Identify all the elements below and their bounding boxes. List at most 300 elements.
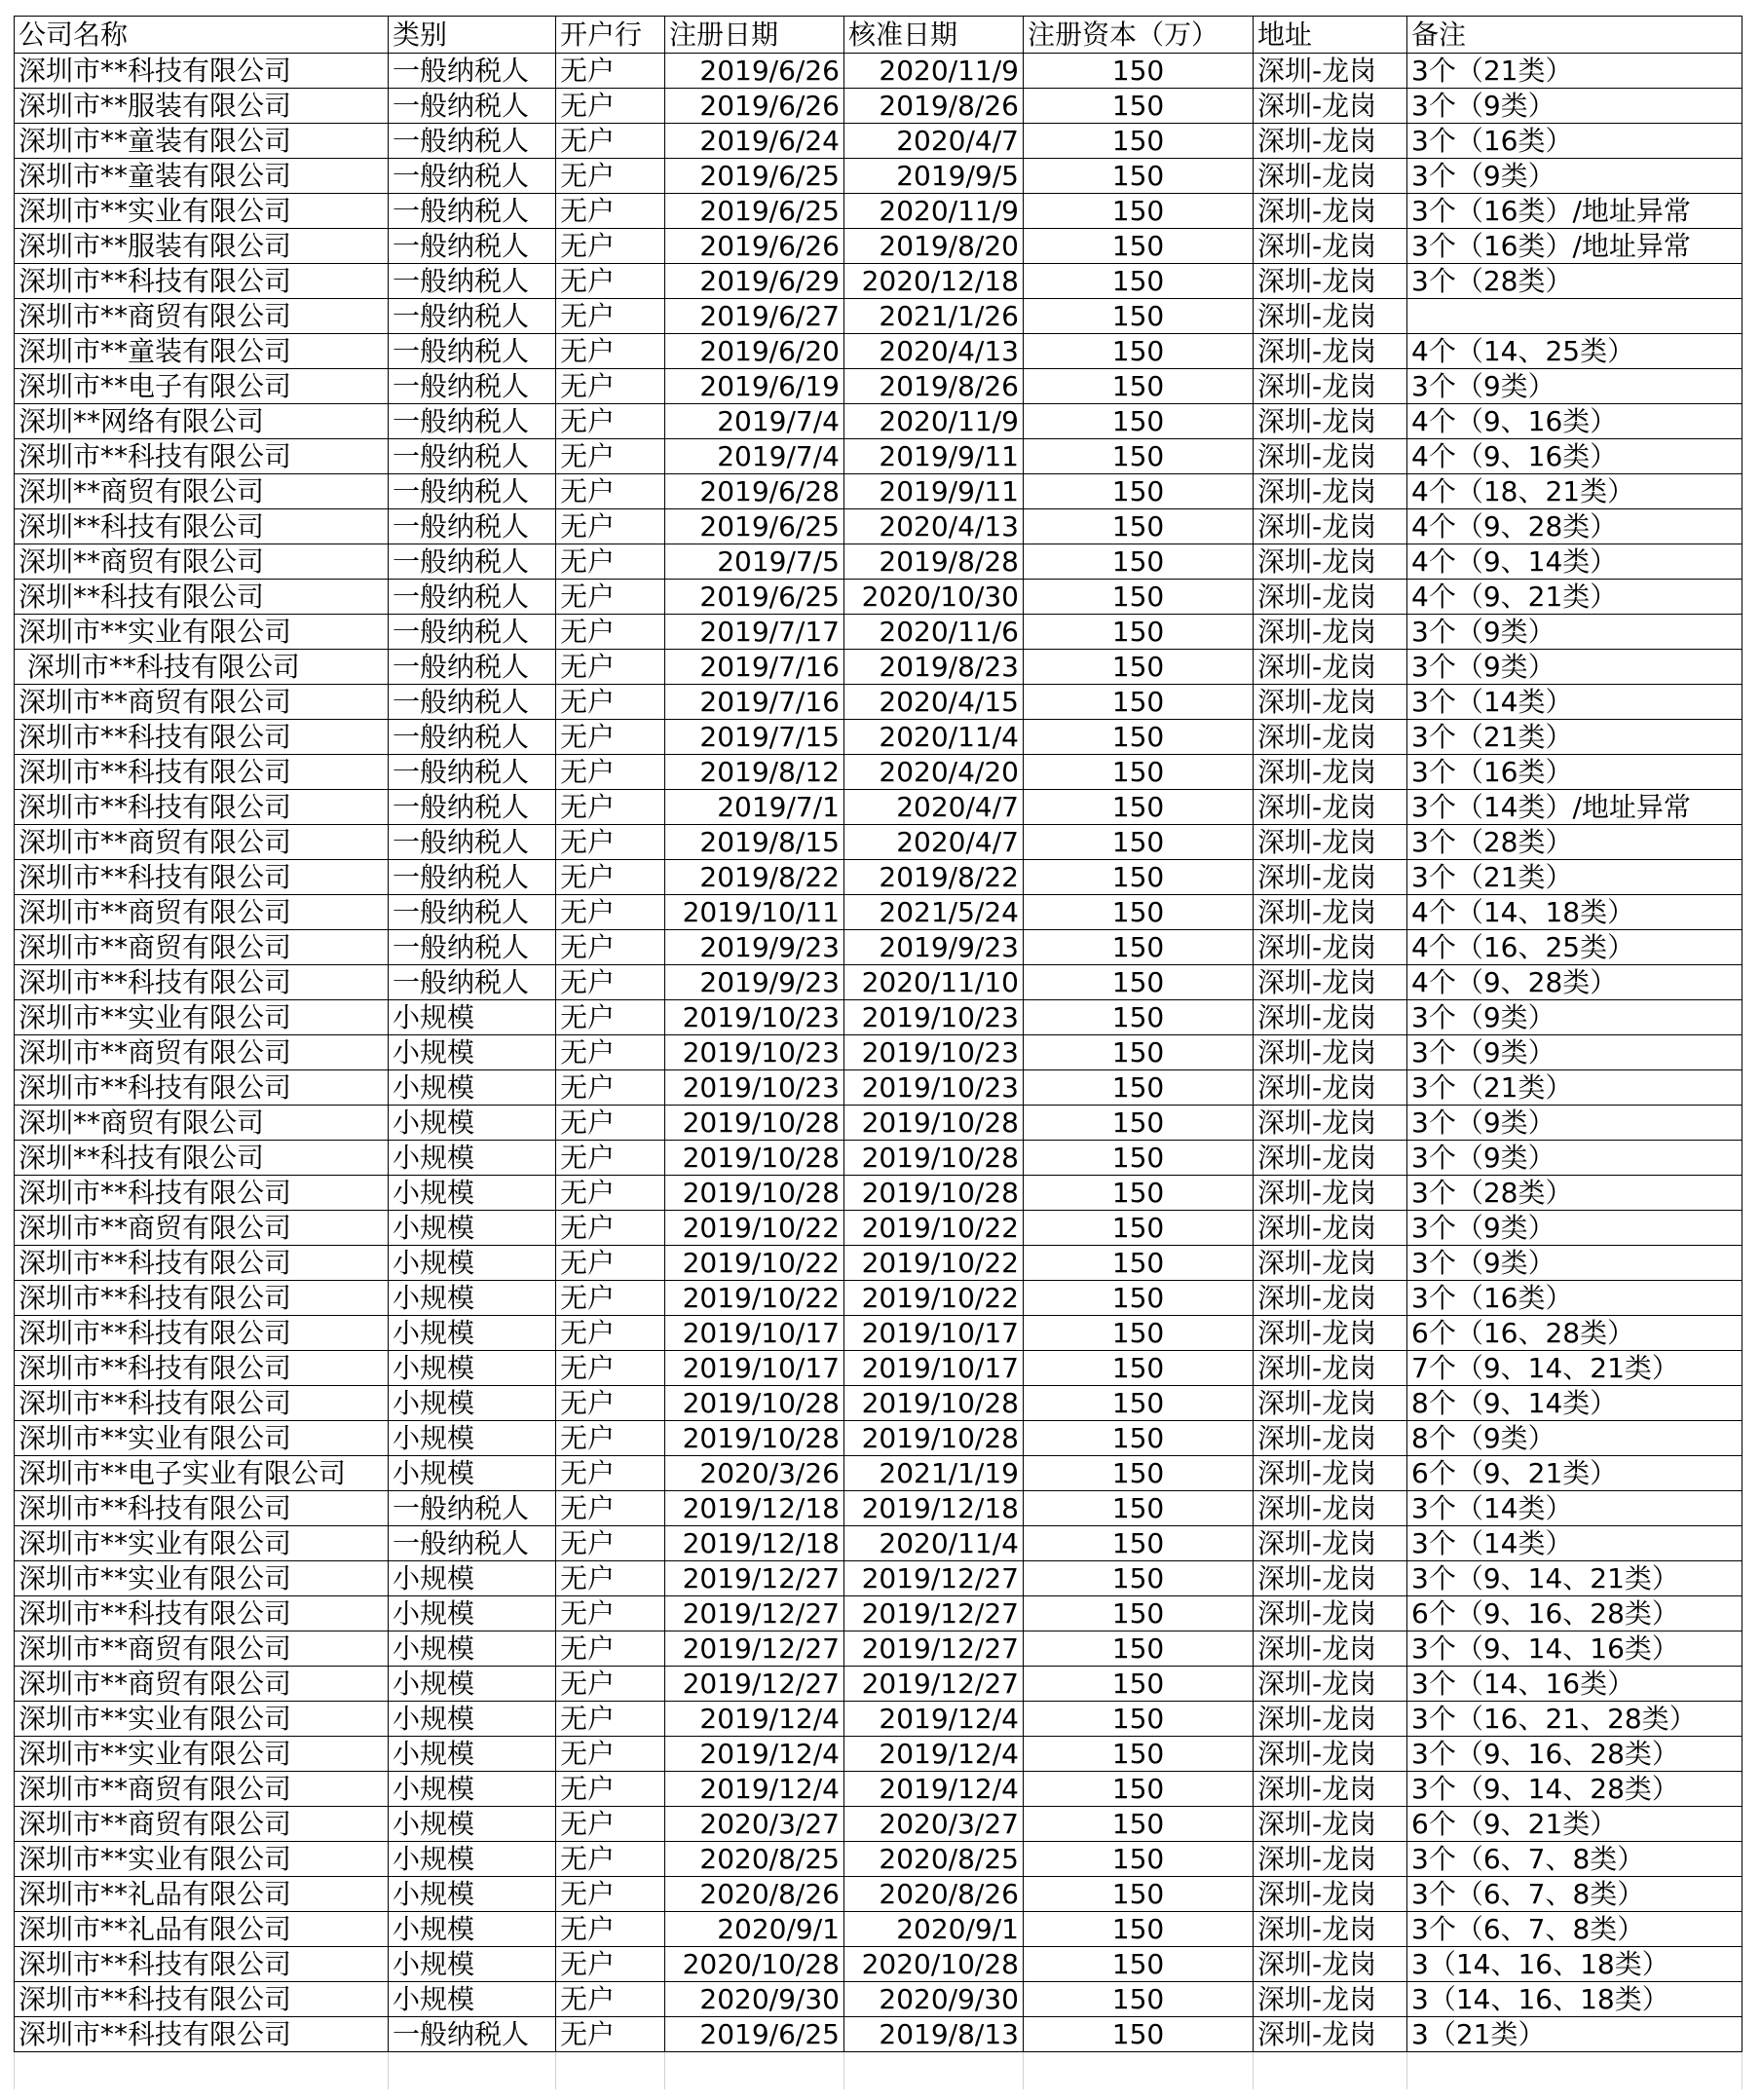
note-cell[interactable]	[1407, 299, 1742, 334]
note-cell[interactable]: 3个（16类）	[1407, 1281, 1742, 1316]
reg-date-cell[interactable]: 2020/9/1	[665, 1912, 844, 1947]
address-cell[interactable]: 深圳-龙岗	[1254, 264, 1407, 299]
address-cell[interactable]: 深圳-龙岗	[1254, 1596, 1407, 1631]
note-cell[interactable]: 3个（6、7、8类）	[1407, 1842, 1742, 1877]
bank-cell[interactable]: 无户	[556, 1246, 665, 1281]
address-cell[interactable]: 深圳-龙岗	[1254, 1491, 1407, 1526]
type-cell[interactable]: 一般纳税人	[389, 860, 556, 895]
type-cell[interactable]: 小规模	[389, 1947, 556, 1982]
company-name-cell[interactable]: 深圳市**商贸有限公司	[15, 1035, 389, 1070]
approve-date-cell[interactable]: 2019/10/28	[844, 1386, 1024, 1421]
address-cell[interactable]: 深圳-龙岗	[1254, 474, 1407, 509]
reg-date-cell[interactable]: 2019/6/20	[665, 334, 844, 369]
capital-cell[interactable]: 150	[1024, 1421, 1254, 1456]
company-name-cell[interactable]: 深圳市**科技有限公司	[15, 755, 389, 790]
reg-date-cell[interactable]: 2019/8/15	[665, 825, 844, 860]
capital-cell[interactable]: 150	[1024, 1176, 1254, 1211]
address-cell[interactable]: 深圳-龙岗	[1254, 1246, 1407, 1281]
note-cell[interactable]: 3个（9、14、21类）	[1407, 1561, 1742, 1596]
note-cell[interactable]: 3个（9、14、28类）	[1407, 1772, 1742, 1807]
type-cell[interactable]: 一般纳税人	[389, 825, 556, 860]
bank-cell[interactable]: 无户	[556, 1596, 665, 1631]
reg-date-cell[interactable]: 2019/7/17	[665, 615, 844, 650]
type-cell[interactable]: 小规模	[389, 1456, 556, 1491]
company-name-cell[interactable]: 深圳市**实业有限公司	[15, 1842, 389, 1877]
type-cell[interactable]: 小规模	[389, 1842, 556, 1877]
type-cell[interactable]: 一般纳税人	[389, 229, 556, 264]
type-cell[interactable]: 一般纳税人	[389, 615, 556, 650]
note-cell[interactable]: 3个（9类）	[1407, 89, 1742, 124]
company-name-cell[interactable]: 深圳**科技有限公司	[15, 1141, 389, 1176]
approve-date-cell[interactable]: 2020/8/26	[844, 1877, 1024, 1912]
reg-date-cell[interactable]: 2019/12/4	[665, 1702, 844, 1737]
capital-cell[interactable]: 150	[1024, 1596, 1254, 1631]
type-cell[interactable]: 小规模	[389, 1000, 556, 1035]
address-cell[interactable]: 深圳-龙岗	[1254, 334, 1407, 369]
company-name-cell[interactable]: 深圳市**实业有限公司	[15, 194, 389, 229]
reg-date-cell[interactable]: 2019/6/25	[665, 159, 844, 194]
reg-date-cell[interactable]: 2019/10/23	[665, 1035, 844, 1070]
reg-date-cell[interactable]: 2019/12/27	[665, 1596, 844, 1631]
bank-cell[interactable]: 无户	[556, 1386, 665, 1421]
header-bank[interactable]: 开户行	[556, 17, 665, 54]
approve-date-cell[interactable]: 2019/10/22	[844, 1211, 1024, 1246]
note-cell[interactable]: 6个（9、21类）	[1407, 1456, 1742, 1491]
address-cell[interactable]: 深圳-龙岗	[1254, 860, 1407, 895]
note-cell[interactable]: 3个（16类）	[1407, 755, 1742, 790]
bank-cell[interactable]: 无户	[556, 790, 665, 825]
approve-date-cell[interactable]: 2019/10/23	[844, 1070, 1024, 1106]
reg-date-cell[interactable]: 2019/6/25	[665, 509, 844, 544]
address-cell[interactable]: 深圳-龙岗	[1254, 1211, 1407, 1246]
address-cell[interactable]: 深圳-龙岗	[1254, 1351, 1407, 1386]
address-cell[interactable]: 深圳-龙岗	[1254, 1176, 1407, 1211]
note-cell[interactable]: 3个（9类）	[1407, 1000, 1742, 1035]
bank-cell[interactable]: 无户	[556, 1106, 665, 1141]
capital-cell[interactable]: 150	[1024, 1070, 1254, 1106]
bank-cell[interactable]: 无户	[556, 1000, 665, 1035]
bank-cell[interactable]: 无户	[556, 1807, 665, 1842]
note-cell[interactable]: 8个（9类）	[1407, 1421, 1742, 1456]
reg-date-cell[interactable]: 2019/6/27	[665, 299, 844, 334]
note-cell[interactable]: 6个（16、28类）	[1407, 1316, 1742, 1351]
approve-date-cell[interactable]: 2019/9/11	[844, 439, 1024, 474]
address-cell[interactable]: 深圳-龙岗	[1254, 2017, 1407, 2052]
reg-date-cell[interactable]: 2019/7/4	[665, 439, 844, 474]
note-cell[interactable]: 3个（9类）	[1407, 1141, 1742, 1176]
address-cell[interactable]: 深圳-龙岗	[1254, 1631, 1407, 1667]
address-cell[interactable]: 深圳-龙岗	[1254, 1106, 1407, 1141]
note-cell[interactable]: 3个（9、16、28类）	[1407, 1737, 1742, 1772]
approve-date-cell[interactable]: 2019/10/23	[844, 1035, 1024, 1070]
reg-date-cell[interactable]: 2019/6/25	[665, 580, 844, 615]
company-name-cell[interactable]: 深圳市**科技有限公司	[15, 720, 389, 755]
reg-date-cell[interactable]: 2019/8/22	[665, 860, 844, 895]
note-cell[interactable]: 3个（9类）	[1407, 159, 1742, 194]
reg-date-cell[interactable]: 2019/6/25	[665, 2017, 844, 2052]
address-cell[interactable]: 深圳-龙岗	[1254, 720, 1407, 755]
bank-cell[interactable]: 无户	[556, 544, 665, 580]
company-name-cell[interactable]: 深圳市**科技有限公司	[15, 1316, 389, 1351]
approve-date-cell[interactable]: 2019/10/22	[844, 1246, 1024, 1281]
company-name-cell[interactable]: 深圳市**礼品有限公司	[15, 1912, 389, 1947]
bank-cell[interactable]: 无户	[556, 54, 665, 89]
bank-cell[interactable]: 无户	[556, 299, 665, 334]
capital-cell[interactable]: 150	[1024, 755, 1254, 790]
capital-cell[interactable]: 150	[1024, 1807, 1254, 1842]
note-cell[interactable]: 4个（18、21类）	[1407, 474, 1742, 509]
note-cell[interactable]: 3个（16类）/地址异常	[1407, 194, 1742, 229]
address-cell[interactable]: 深圳-龙岗	[1254, 580, 1407, 615]
address-cell[interactable]: 深圳-龙岗	[1254, 1316, 1407, 1351]
approve-date-cell[interactable]: 2020/10/28	[844, 1947, 1024, 1982]
capital-cell[interactable]: 150	[1024, 1877, 1254, 1912]
note-cell[interactable]: 3个（16、21、28类）	[1407, 1702, 1742, 1737]
company-name-cell[interactable]: 深圳市**实业有限公司	[15, 1526, 389, 1561]
company-name-cell[interactable]: 深圳**商贸有限公司	[15, 1106, 389, 1141]
company-name-cell[interactable]: 深圳市**科技有限公司	[15, 1982, 389, 2017]
company-name-cell[interactable]: 深圳市**实业有限公司	[15, 1000, 389, 1035]
approve-date-cell[interactable]: 2020/11/9	[844, 404, 1024, 439]
note-cell[interactable]: 3个（9类）	[1407, 1246, 1742, 1281]
capital-cell[interactable]: 150	[1024, 790, 1254, 825]
reg-date-cell[interactable]: 2019/7/16	[665, 650, 844, 685]
note-cell[interactable]: 3个（28类）	[1407, 1176, 1742, 1211]
type-cell[interactable]: 小规模	[389, 1070, 556, 1106]
reg-date-cell[interactable]: 2019/10/22	[665, 1211, 844, 1246]
type-cell[interactable]: 一般纳税人	[389, 965, 556, 1000]
approve-date-cell[interactable]: 2019/10/17	[844, 1316, 1024, 1351]
capital-cell[interactable]: 150	[1024, 334, 1254, 369]
capital-cell[interactable]: 150	[1024, 860, 1254, 895]
note-cell[interactable]: 4个（9、28类）	[1407, 509, 1742, 544]
reg-date-cell[interactable]: 2019/6/26	[665, 229, 844, 264]
address-cell[interactable]: 深圳-龙岗	[1254, 1842, 1407, 1877]
note-cell[interactable]: 3个（14类）/地址异常	[1407, 790, 1742, 825]
company-name-cell[interactable]: 深圳市**服装有限公司	[15, 229, 389, 264]
address-cell[interactable]: 深圳-龙岗	[1254, 54, 1407, 89]
note-cell[interactable]: 3个（9类）	[1407, 1035, 1742, 1070]
reg-date-cell[interactable]: 2020/3/26	[665, 1456, 844, 1491]
note-cell[interactable]: 3（21类）	[1407, 2017, 1742, 2052]
type-cell[interactable]: 一般纳税人	[389, 544, 556, 580]
note-cell[interactable]: 3个（28类）	[1407, 264, 1742, 299]
capital-cell[interactable]: 150	[1024, 1316, 1254, 1351]
type-cell[interactable]: 一般纳税人	[389, 299, 556, 334]
address-cell[interactable]: 深圳-龙岗	[1254, 159, 1407, 194]
address-cell[interactable]: 深圳-龙岗	[1254, 1526, 1407, 1561]
capital-cell[interactable]: 150	[1024, 54, 1254, 89]
capital-cell[interactable]: 150	[1024, 1772, 1254, 1807]
note-cell[interactable]: 8个（9、14类）	[1407, 1386, 1742, 1421]
address-cell[interactable]: 深圳-龙岗	[1254, 1456, 1407, 1491]
note-cell[interactable]: 3个（9、14、16类）	[1407, 1631, 1742, 1667]
type-cell[interactable]: 一般纳税人	[389, 2017, 556, 2052]
capital-cell[interactable]: 150	[1024, 720, 1254, 755]
reg-date-cell[interactable]: 2019/12/27	[665, 1561, 844, 1596]
approve-date-cell[interactable]: 2020/9/30	[844, 1982, 1024, 2017]
address-cell[interactable]: 深圳-龙岗	[1254, 544, 1407, 580]
approve-date-cell[interactable]: 2019/12/27	[844, 1631, 1024, 1667]
bank-cell[interactable]: 无户	[556, 264, 665, 299]
capital-cell[interactable]: 150	[1024, 1912, 1254, 1947]
address-cell[interactable]: 深圳-龙岗	[1254, 509, 1407, 544]
company-name-cell[interactable]: 深圳市**科技有限公司	[15, 54, 389, 89]
type-cell[interactable]: 小规模	[389, 1176, 556, 1211]
reg-date-cell[interactable]: 2019/12/27	[665, 1631, 844, 1667]
reg-date-cell[interactable]: 2019/6/26	[665, 54, 844, 89]
capital-cell[interactable]: 150	[1024, 1106, 1254, 1141]
bank-cell[interactable]: 无户	[556, 860, 665, 895]
bank-cell[interactable]: 无户	[556, 1176, 665, 1211]
type-cell[interactable]: 小规模	[389, 1982, 556, 2017]
reg-date-cell[interactable]: 2019/7/5	[665, 544, 844, 580]
note-cell[interactable]: 3（14、16、18类）	[1407, 1947, 1742, 1982]
note-cell[interactable]: 3个（9类）	[1407, 615, 1742, 650]
company-name-cell[interactable]: 深圳市**礼品有限公司	[15, 1877, 389, 1912]
bank-cell[interactable]: 无户	[556, 615, 665, 650]
bank-cell[interactable]: 无户	[556, 1141, 665, 1176]
type-cell[interactable]: 小规模	[389, 1912, 556, 1947]
company-name-cell[interactable]: 深圳**科技有限公司	[15, 509, 389, 544]
reg-date-cell[interactable]: 2019/7/1	[665, 790, 844, 825]
note-cell[interactable]: 7个（9、14、21类）	[1407, 1351, 1742, 1386]
capital-cell[interactable]: 150	[1024, 474, 1254, 509]
reg-date-cell[interactable]: 2019/6/25	[665, 194, 844, 229]
approve-date-cell[interactable]: 2021/5/24	[844, 895, 1024, 930]
company-name-cell[interactable]: 深圳市**商贸有限公司	[15, 930, 389, 965]
approve-date-cell[interactable]: 2019/10/17	[844, 1351, 1024, 1386]
type-cell[interactable]: 一般纳税人	[389, 89, 556, 124]
approve-date-cell[interactable]: 2021/1/19	[844, 1456, 1024, 1491]
approve-date-cell[interactable]: 2019/10/28	[844, 1106, 1024, 1141]
note-cell[interactable]: 3个（14、16类）	[1407, 1667, 1742, 1702]
approve-date-cell[interactable]: 2020/11/4	[844, 1526, 1024, 1561]
type-cell[interactable]: 一般纳税人	[389, 369, 556, 404]
bank-cell[interactable]: 无户	[556, 755, 665, 790]
type-cell[interactable]: 小规模	[389, 1316, 556, 1351]
reg-date-cell[interactable]: 2019/10/28	[665, 1176, 844, 1211]
company-name-cell[interactable]: 深圳市**商贸有限公司	[15, 1807, 389, 1842]
approve-date-cell[interactable]: 2019/10/28	[844, 1141, 1024, 1176]
empty-cell[interactable]	[556, 2052, 665, 2089]
note-cell[interactable]: 3个（16类）	[1407, 124, 1742, 159]
bank-cell[interactable]: 无户	[556, 1877, 665, 1912]
reg-date-cell[interactable]: 2020/8/26	[665, 1877, 844, 1912]
empty-cell[interactable]	[15, 2052, 389, 2089]
bank-cell[interactable]: 无户	[556, 509, 665, 544]
bank-cell[interactable]: 无户	[556, 1912, 665, 1947]
type-cell[interactable]: 小规模	[389, 1772, 556, 1807]
empty-cell[interactable]	[1254, 2052, 1407, 2089]
capital-cell[interactable]: 150	[1024, 615, 1254, 650]
bank-cell[interactable]: 无户	[556, 1035, 665, 1070]
type-cell[interactable]: 一般纳税人	[389, 404, 556, 439]
reg-date-cell[interactable]: 2019/6/26	[665, 89, 844, 124]
approve-date-cell[interactable]: 2020/12/18	[844, 264, 1024, 299]
note-cell[interactable]: 3个（6、7、8类）	[1407, 1877, 1742, 1912]
reg-date-cell[interactable]: 2019/12/27	[665, 1667, 844, 1702]
capital-cell[interactable]: 150	[1024, 1246, 1254, 1281]
type-cell[interactable]: 一般纳税人	[389, 580, 556, 615]
approve-date-cell[interactable]: 2019/12/27	[844, 1561, 1024, 1596]
type-cell[interactable]: 一般纳税人	[389, 194, 556, 229]
approve-date-cell[interactable]: 2019/12/4	[844, 1737, 1024, 1772]
bank-cell[interactable]: 无户	[556, 895, 665, 930]
note-cell[interactable]: 3个（14类）	[1407, 1526, 1742, 1561]
reg-date-cell[interactable]: 2019/10/28	[665, 1386, 844, 1421]
company-name-cell[interactable]: 深圳市**电子实业有限公司	[15, 1456, 389, 1491]
bank-cell[interactable]: 无户	[556, 1456, 665, 1491]
type-cell[interactable]: 一般纳税人	[389, 474, 556, 509]
bank-cell[interactable]: 无户	[556, 580, 665, 615]
reg-date-cell[interactable]: 2019/7/16	[665, 685, 844, 720]
approve-date-cell[interactable]: 2020/4/7	[844, 124, 1024, 159]
company-name-cell[interactable]: 深圳市**科技有限公司	[15, 790, 389, 825]
bank-cell[interactable]: 无户	[556, 720, 665, 755]
approve-date-cell[interactable]: 2019/10/23	[844, 1000, 1024, 1035]
reg-date-cell[interactable]: 2019/10/28	[665, 1421, 844, 1456]
company-name-cell[interactable]: 深圳**科技有限公司	[15, 580, 389, 615]
type-cell[interactable]: 小规模	[389, 1246, 556, 1281]
company-name-cell[interactable]: 深圳市**商贸有限公司	[15, 1772, 389, 1807]
capital-cell[interactable]: 150	[1024, 264, 1254, 299]
approve-date-cell[interactable]: 2020/11/4	[844, 720, 1024, 755]
company-name-cell[interactable]: 深圳市**科技有限公司	[15, 860, 389, 895]
capital-cell[interactable]: 150	[1024, 509, 1254, 544]
company-name-cell[interactable]: 深圳市**商贸有限公司	[15, 895, 389, 930]
capital-cell[interactable]: 150	[1024, 685, 1254, 720]
empty-cell[interactable]	[844, 2052, 1024, 2089]
capital-cell[interactable]: 150	[1024, 1526, 1254, 1561]
bank-cell[interactable]: 无户	[556, 474, 665, 509]
capital-cell[interactable]: 150	[1024, 544, 1254, 580]
address-cell[interactable]: 深圳-龙岗	[1254, 930, 1407, 965]
company-name-cell[interactable]: 深圳市**童装有限公司	[15, 159, 389, 194]
bank-cell[interactable]: 无户	[556, 1561, 665, 1596]
approve-date-cell[interactable]: 2019/8/20	[844, 229, 1024, 264]
bank-cell[interactable]: 无户	[556, 1316, 665, 1351]
type-cell[interactable]: 小规模	[389, 1807, 556, 1842]
capital-cell[interactable]: 150	[1024, 124, 1254, 159]
bank-cell[interactable]: 无户	[556, 194, 665, 229]
approve-date-cell[interactable]: 2020/8/25	[844, 1842, 1024, 1877]
address-cell[interactable]: 深圳-龙岗	[1254, 790, 1407, 825]
address-cell[interactable]: 深圳-龙岗	[1254, 1386, 1407, 1421]
capital-cell[interactable]: 150	[1024, 825, 1254, 860]
type-cell[interactable]: 一般纳税人	[389, 1491, 556, 1526]
note-cell[interactable]: 4个（14、25类）	[1407, 334, 1742, 369]
company-name-cell[interactable]: 深圳市**实业有限公司	[15, 1561, 389, 1596]
approve-date-cell[interactable]: 2019/12/4	[844, 1702, 1024, 1737]
reg-date-cell[interactable]: 2020/8/25	[665, 1842, 844, 1877]
reg-date-cell[interactable]: 2019/12/4	[665, 1737, 844, 1772]
company-name-cell[interactable]: 深圳市**实业有限公司	[15, 1737, 389, 1772]
capital-cell[interactable]: 150	[1024, 1141, 1254, 1176]
address-cell[interactable]: 深圳-龙岗	[1254, 404, 1407, 439]
bank-cell[interactable]: 无户	[556, 1070, 665, 1106]
approve-date-cell[interactable]: 2019/12/27	[844, 1596, 1024, 1631]
company-name-cell[interactable]: 深圳市**商贸有限公司	[15, 1631, 389, 1667]
type-cell[interactable]: 一般纳税人	[389, 439, 556, 474]
type-cell[interactable]: 一般纳税人	[389, 720, 556, 755]
address-cell[interactable]: 深圳-龙岗	[1254, 1070, 1407, 1106]
note-cell[interactable]: 6个（9、16、28类）	[1407, 1596, 1742, 1631]
type-cell[interactable]: 一般纳税人	[389, 790, 556, 825]
approve-date-cell[interactable]: 2020/4/13	[844, 334, 1024, 369]
capital-cell[interactable]: 150	[1024, 1281, 1254, 1316]
reg-date-cell[interactable]: 2020/3/27	[665, 1807, 844, 1842]
address-cell[interactable]: 深圳-龙岗	[1254, 89, 1407, 124]
reg-date-cell[interactable]: 2019/10/28	[665, 1141, 844, 1176]
address-cell[interactable]: 深圳-龙岗	[1254, 1035, 1407, 1070]
type-cell[interactable]: 一般纳税人	[389, 509, 556, 544]
bank-cell[interactable]: 无户	[556, 1772, 665, 1807]
company-name-cell[interactable]: 深圳市**服装有限公司	[15, 89, 389, 124]
type-cell[interactable]: 小规模	[389, 1561, 556, 1596]
reg-date-cell[interactable]: 2020/10/28	[665, 1947, 844, 1982]
capital-cell[interactable]: 150	[1024, 229, 1254, 264]
address-cell[interactable]: 深圳-龙岗	[1254, 1807, 1407, 1842]
address-cell[interactable]: 深圳-龙岗	[1254, 369, 1407, 404]
reg-date-cell[interactable]: 2019/10/23	[665, 1070, 844, 1106]
address-cell[interactable]: 深圳-龙岗	[1254, 299, 1407, 334]
note-cell[interactable]: 4个（9、14类）	[1407, 544, 1742, 580]
note-cell[interactable]: 4个（9、21类）	[1407, 580, 1742, 615]
bank-cell[interactable]: 无户	[556, 1491, 665, 1526]
capital-cell[interactable]: 150	[1024, 439, 1254, 474]
company-name-cell[interactable]: 深圳市**科技有限公司	[15, 264, 389, 299]
address-cell[interactable]: 深圳-龙岗	[1254, 1912, 1407, 1947]
note-cell[interactable]: 4个（14、18类）	[1407, 895, 1742, 930]
company-name-cell[interactable]: 深圳市**科技有限公司	[15, 439, 389, 474]
type-cell[interactable]: 小规模	[389, 1035, 556, 1070]
capital-cell[interactable]: 150	[1024, 1982, 1254, 2017]
type-cell[interactable]: 小规模	[389, 1351, 556, 1386]
capital-cell[interactable]: 150	[1024, 1947, 1254, 1982]
type-cell[interactable]: 小规模	[389, 1596, 556, 1631]
bank-cell[interactable]: 无户	[556, 1737, 665, 1772]
type-cell[interactable]: 一般纳税人	[389, 124, 556, 159]
company-name-cell[interactable]: 深圳市**童装有限公司	[15, 124, 389, 159]
bank-cell[interactable]: 无户	[556, 229, 665, 264]
approve-date-cell[interactable]: 2019/12/4	[844, 1772, 1024, 1807]
approve-date-cell[interactable]: 2019/8/28	[844, 544, 1024, 580]
address-cell[interactable]: 深圳-龙岗	[1254, 1947, 1407, 1982]
capital-cell[interactable]: 150	[1024, 1737, 1254, 1772]
reg-date-cell[interactable]: 2020/9/30	[665, 1982, 844, 2017]
company-name-cell[interactable]: 深圳市**科技有限公司	[15, 1176, 389, 1211]
approve-date-cell[interactable]: 2020/3/27	[844, 1807, 1024, 1842]
reg-date-cell[interactable]: 2019/10/22	[665, 1246, 844, 1281]
bank-cell[interactable]: 无户	[556, 1421, 665, 1456]
header-reg-date[interactable]: 注册日期	[665, 17, 844, 54]
note-cell[interactable]: 3个（16类）/地址异常	[1407, 229, 1742, 264]
note-cell[interactable]: 3个（21类）	[1407, 720, 1742, 755]
approve-date-cell[interactable]: 2019/8/23	[844, 650, 1024, 685]
address-cell[interactable]: 深圳-龙岗	[1254, 194, 1407, 229]
address-cell[interactable]: 深圳-龙岗	[1254, 1667, 1407, 1702]
approve-date-cell[interactable]: 2019/12/27	[844, 1667, 1024, 1702]
reg-date-cell[interactable]: 2019/10/11	[665, 895, 844, 930]
company-name-cell[interactable]: 深圳市**科技有限公司	[15, 1386, 389, 1421]
reg-date-cell[interactable]: 2019/10/22	[665, 1281, 844, 1316]
reg-date-cell[interactable]: 2019/7/15	[665, 720, 844, 755]
type-cell[interactable]: 一般纳税人	[389, 755, 556, 790]
company-name-cell[interactable]: 深圳市**科技有限公司	[15, 1596, 389, 1631]
capital-cell[interactable]: 150	[1024, 1561, 1254, 1596]
capital-cell[interactable]: 150	[1024, 1351, 1254, 1386]
